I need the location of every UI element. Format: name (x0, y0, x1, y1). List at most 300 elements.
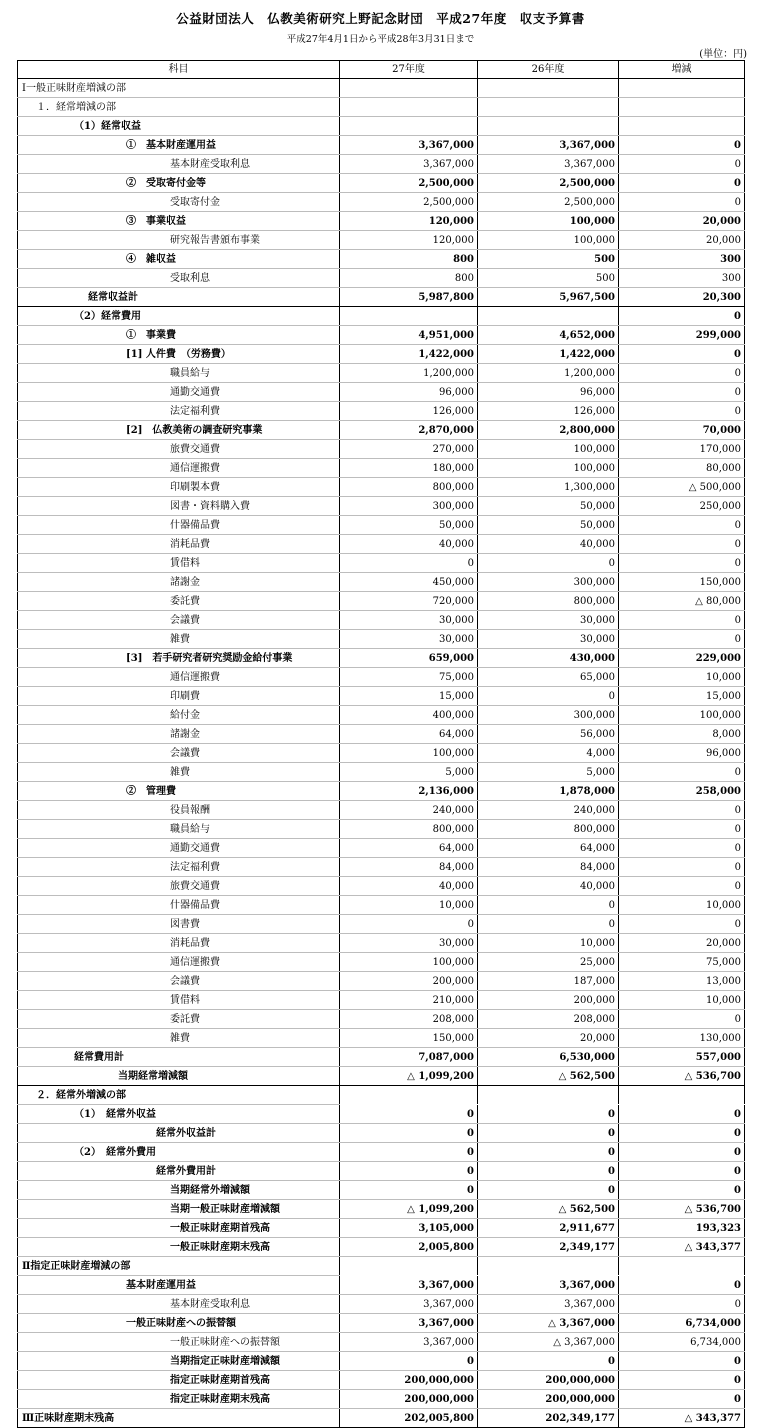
fy27-value-cell: 210,000 (340, 991, 478, 1010)
table-row (18, 440, 745, 459)
table-row (18, 573, 745, 592)
table-row (18, 972, 745, 991)
fy26-value-cell (478, 307, 619, 326)
table-row (18, 1010, 745, 1029)
fy26-value-cell: △ 562,500 (478, 1200, 619, 1219)
fy27-value-cell: 180,000 (340, 459, 478, 478)
table-row (18, 421, 745, 440)
fy27-value-cell: 100,000 (340, 744, 478, 763)
table-row (18, 98, 745, 117)
account-name-cell: 経常費用計 (18, 1048, 340, 1067)
account-name-cell: （2） 経常外費用 (18, 1143, 340, 1162)
table-row (18, 1067, 745, 1086)
table-row (18, 231, 745, 250)
unit-label: (単位：円) (699, 49, 747, 60)
document-period: 平成27年4月1日から平成28年3月31日まで (286, 34, 475, 45)
fy26-value-cell: 200,000 (478, 991, 619, 1010)
account-name-cell: [2] 仏教美術の調査研究事業 (18, 421, 340, 440)
table-row (18, 155, 745, 174)
account-name-cell: 職員給与 (18, 364, 340, 383)
account-name-cell: 受取利息 (18, 269, 340, 288)
fy27-value-cell: 75,000 (340, 668, 478, 687)
fy26-value-cell: 50,000 (478, 516, 619, 535)
change-value-cell: 0 (619, 516, 745, 535)
change-value-cell: 96,000 (619, 744, 745, 763)
fy27-value-cell: 4,951,000 (340, 326, 478, 345)
fy26-value-cell: 0 (478, 1143, 619, 1162)
change-value-cell: 0 (619, 136, 745, 155)
fy27-value-cell: 0 (340, 1352, 478, 1371)
account-name-cell: 諸謝金 (18, 725, 340, 744)
fy26-value-cell: 6,530,000 (478, 1048, 619, 1067)
fy26-value-cell: 100,000 (478, 440, 619, 459)
change-value-cell: 0 (619, 915, 745, 934)
fy26-value-cell: 200,000,000 (478, 1390, 619, 1409)
table-row (18, 1333, 745, 1352)
account-name-cell: 会議費 (18, 972, 340, 991)
change-value-cell (619, 1086, 745, 1105)
account-name-cell: 旅費交通費 (18, 440, 340, 459)
fy26-value-cell: 240,000 (478, 801, 619, 820)
change-value-cell: 10,000 (619, 668, 745, 687)
fy27-value-cell: 3,367,000 (340, 155, 478, 174)
account-name-cell: ② 受取寄付金等 (18, 174, 340, 193)
fy27-value-cell: 200,000,000 (340, 1390, 478, 1409)
fy27-value-cell (340, 1257, 478, 1276)
fy27-value-cell: 800 (340, 250, 478, 269)
fy26-value-cell: 300,000 (478, 573, 619, 592)
fy27-value-cell: 40,000 (340, 535, 478, 554)
fy27-value-cell: 30,000 (340, 611, 478, 630)
fy27-value-cell (340, 79, 478, 98)
fy27-value-cell: 100,000 (340, 953, 478, 972)
fy26-value-cell: 56,000 (478, 725, 619, 744)
account-name-cell: 消耗品費 (18, 934, 340, 953)
table-row (18, 136, 745, 155)
table-row (18, 364, 745, 383)
change-value-cell: 0 (619, 858, 745, 877)
account-name-cell: 通信運搬費 (18, 459, 340, 478)
fy27-value-cell: 0 (340, 1143, 478, 1162)
account-name-cell: （1） 経常外収益 (18, 1105, 340, 1124)
fy26-value-cell: 500 (478, 269, 619, 288)
fy27-value-cell: 30,000 (340, 934, 478, 953)
table-row (18, 250, 745, 269)
fy26-value-cell: 202,349,177 (478, 1409, 619, 1428)
fy26-value-cell: 0 (478, 896, 619, 915)
table-row (18, 1219, 745, 1238)
table-row (18, 1048, 745, 1067)
fy26-value-cell: 2,800,000 (478, 421, 619, 440)
fy27-value-cell: △ 1,099,200 (340, 1200, 478, 1219)
change-value-cell: 8,000 (619, 725, 745, 744)
change-value-cell: 20,000 (619, 934, 745, 953)
account-name-cell: 役員報酬 (18, 801, 340, 820)
table-row (18, 79, 745, 98)
account-name-cell: 会議費 (18, 744, 340, 763)
change-value-cell: 20,000 (619, 212, 745, 231)
change-value-cell: 299,000 (619, 326, 745, 345)
account-name-cell: ③ 事業収益 (18, 212, 340, 231)
fy26-value-cell: 3,367,000 (478, 1295, 619, 1314)
change-value-cell: 250,000 (619, 497, 745, 516)
change-value-cell: 0 (619, 155, 745, 174)
fy27-value-cell: 0 (340, 915, 478, 934)
change-value-cell: 0 (619, 1105, 745, 1124)
account-name-cell: 旅費交通費 (18, 877, 340, 896)
change-value-cell: 0 (619, 364, 745, 383)
change-value-cell (619, 98, 745, 117)
fy27-value-cell: 84,000 (340, 858, 478, 877)
fy27-value-cell: 200,000 (340, 972, 478, 991)
table-row (18, 611, 745, 630)
change-value-cell: 300 (619, 250, 745, 269)
table-row (18, 896, 745, 915)
account-name-cell: 図書費 (18, 915, 340, 934)
table-row (18, 1390, 745, 1409)
fy27-value-cell: 400,000 (340, 706, 478, 725)
fy27-value-cell: 0 (340, 1105, 478, 1124)
change-value-cell: 20,000 (619, 231, 745, 250)
fy27-value-cell: 208,000 (340, 1010, 478, 1029)
change-value-cell: 150,000 (619, 573, 745, 592)
fy26-value-cell: 0 (478, 554, 619, 573)
table-row (18, 858, 745, 877)
fy26-value-cell: 208,000 (478, 1010, 619, 1029)
table-row (18, 535, 745, 554)
fy27-value-cell: 10,000 (340, 896, 478, 915)
table-row (18, 782, 745, 801)
table-row (18, 877, 745, 896)
change-value-cell: △ 536,700 (619, 1200, 745, 1219)
table-row (18, 725, 745, 744)
account-name-cell: 一般正味財産への振替額 (18, 1333, 340, 1352)
change-value-cell: 229,000 (619, 649, 745, 668)
fy26-value-cell (478, 1086, 619, 1105)
fy27-value-cell: 0 (340, 1181, 478, 1200)
fy27-value-cell: 3,367,000 (340, 1276, 478, 1295)
fy27-value-cell: 1,200,000 (340, 364, 478, 383)
fy26-value-cell: 20,000 (478, 1029, 619, 1048)
change-value-cell: 0 (619, 820, 745, 839)
change-value-cell: 0 (619, 535, 745, 554)
account-name-cell: 指定正味財産期首残高 (18, 1371, 340, 1390)
account-name-cell: 経常外収益計 (18, 1124, 340, 1143)
account-name-cell: 諸謝金 (18, 573, 340, 592)
table-row (18, 706, 745, 725)
account-name-cell: 賃借料 (18, 991, 340, 1010)
change-value-cell: 0 (619, 1181, 745, 1200)
account-name-cell: 印刷製本費 (18, 478, 340, 497)
fy26-value-cell: 100,000 (478, 231, 619, 250)
change-value-cell: 70,000 (619, 421, 745, 440)
change-value-cell: 130,000 (619, 1029, 745, 1048)
table-row (18, 592, 745, 611)
fy27-value-cell: 3,367,000 (340, 136, 478, 155)
table-row (18, 820, 745, 839)
table-row (18, 402, 745, 421)
account-name-cell: 当期指定正味財産増減額 (18, 1352, 340, 1371)
fy26-value-cell: 300,000 (478, 706, 619, 725)
fy26-value-cell: 4,652,000 (478, 326, 619, 345)
account-name-cell: 図書・資料購入費 (18, 497, 340, 516)
fy26-value-cell: 30,000 (478, 630, 619, 649)
fy26-value-cell: 50,000 (478, 497, 619, 516)
change-value-cell: 75,000 (619, 953, 745, 972)
table-row (18, 1029, 745, 1048)
fy26-value-cell: 2,911,677 (478, 1219, 619, 1238)
fy27-value-cell: 3,367,000 (340, 1295, 478, 1314)
fy26-value-cell: 25,000 (478, 953, 619, 972)
account-name-cell: 法定福利費 (18, 402, 340, 421)
fy27-value-cell: 270,000 (340, 440, 478, 459)
fy27-value-cell: 5,000 (340, 763, 478, 782)
table-row (18, 516, 745, 535)
table-row (18, 1409, 745, 1428)
table-row (18, 1200, 745, 1219)
account-name-cell: 什器備品費 (18, 896, 340, 915)
account-name-cell: 一般正味財産期末残高 (18, 1238, 340, 1257)
table-row (18, 1086, 745, 1105)
fy26-value-cell: 65,000 (478, 668, 619, 687)
account-name-cell: 委託費 (18, 592, 340, 611)
fy27-value-cell: 1,422,000 (340, 345, 478, 364)
change-value-cell: △ 500,000 (619, 478, 745, 497)
account-name-cell: 通信運搬費 (18, 668, 340, 687)
change-value-cell: 10,000 (619, 896, 745, 915)
account-name-cell: １．経常増減の部 (18, 98, 340, 117)
fy27-value-cell (340, 98, 478, 117)
fy27-value-cell: 120,000 (340, 231, 478, 250)
change-value-cell: 0 (619, 1124, 745, 1143)
account-name-cell: 当期経常増減額 (18, 1067, 340, 1086)
change-value-cell: 13,000 (619, 972, 745, 991)
change-value-cell: 0 (619, 763, 745, 782)
account-name-cell: 給付金 (18, 706, 340, 725)
change-value-cell: 0 (619, 1352, 745, 1371)
fy27-value-cell: 7,087,000 (340, 1048, 478, 1067)
table-row (18, 1105, 745, 1124)
fy26-value-cell: 1,878,000 (478, 782, 619, 801)
change-value-cell: 80,000 (619, 459, 745, 478)
fy26-value-cell: 187,000 (478, 972, 619, 991)
fy27-value-cell: 15,000 (340, 687, 478, 706)
account-name-cell: 基本財産運用益 (18, 1276, 340, 1295)
account-name-cell: 委託費 (18, 1010, 340, 1029)
column-header-item: 科目 (18, 61, 340, 79)
account-name-cell: 什器備品費 (18, 516, 340, 535)
change-value-cell: 0 (619, 1010, 745, 1029)
table-row (18, 307, 745, 326)
fy27-value-cell: 3,105,000 (340, 1219, 478, 1238)
fy26-value-cell: 1,300,000 (478, 478, 619, 497)
fy26-value-cell: 4,000 (478, 744, 619, 763)
account-name-cell: 賃借料 (18, 554, 340, 573)
account-name-cell: ① 基本財産運用益 (18, 136, 340, 155)
fy27-value-cell: 720,000 (340, 592, 478, 611)
account-name-cell: 会議費 (18, 611, 340, 630)
table-row (18, 1124, 745, 1143)
table-row (18, 288, 745, 307)
fy26-value-cell: 3,367,000 (478, 136, 619, 155)
table-row (18, 478, 745, 497)
change-value-cell: 0 (619, 839, 745, 858)
fy27-value-cell: 800 (340, 269, 478, 288)
account-name-cell: ④ 雑収益 (18, 250, 340, 269)
fy26-value-cell: 0 (478, 1181, 619, 1200)
table-row (18, 1181, 745, 1200)
fy26-value-cell: 0 (478, 1124, 619, 1143)
account-name-cell: 当期経常外増減額 (18, 1181, 340, 1200)
account-name-cell: Ⅰ一般正味財産増減の部 (18, 79, 340, 98)
fy27-value-cell: 3,367,000 (340, 1314, 478, 1333)
fy26-value-cell: 2,349,177 (478, 1238, 619, 1257)
fy27-value-cell: 96,000 (340, 383, 478, 402)
change-value-cell: 0 (619, 174, 745, 193)
fy27-value-cell: 0 (340, 1124, 478, 1143)
fy27-value-cell: 0 (340, 554, 478, 573)
fy26-value-cell: △ 3,367,000 (478, 1314, 619, 1333)
table-row (18, 1143, 745, 1162)
table-row (18, 934, 745, 953)
table-header-row (18, 61, 745, 79)
account-name-cell: 通勤交通費 (18, 383, 340, 402)
table-row (18, 1371, 745, 1390)
table-row (18, 687, 745, 706)
fy26-value-cell: 430,000 (478, 649, 619, 668)
change-value-cell: 10,000 (619, 991, 745, 1010)
fy27-value-cell: 40,000 (340, 877, 478, 896)
fy26-value-cell: 2,500,000 (478, 174, 619, 193)
fy27-value-cell: 2,500,000 (340, 193, 478, 212)
table-row (18, 212, 745, 231)
fy26-value-cell: 5,000 (478, 763, 619, 782)
account-name-cell: 当期一般正味財産増減額 (18, 1200, 340, 1219)
fy26-value-cell: 40,000 (478, 877, 619, 896)
fy27-value-cell: 240,000 (340, 801, 478, 820)
change-value-cell (619, 1257, 745, 1276)
fy27-value-cell: 64,000 (340, 725, 478, 744)
fy27-value-cell: 3,367,000 (340, 1333, 478, 1352)
change-value-cell: △ 343,377 (619, 1238, 745, 1257)
column-header-fy27: 27年度 (340, 61, 478, 79)
table-row (18, 269, 745, 288)
fy26-value-cell: 1,422,000 (478, 345, 619, 364)
account-name-cell: 基本財産受取利息 (18, 155, 340, 174)
fy26-value-cell: 3,367,000 (478, 1276, 619, 1295)
change-value-cell: 20,300 (619, 288, 745, 307)
fy26-value-cell (478, 117, 619, 136)
fy27-value-cell: △ 1,099,200 (340, 1067, 478, 1086)
account-name-cell: 受取寄付金 (18, 193, 340, 212)
change-value-cell: 0 (619, 1371, 745, 1390)
account-name-cell: ２．経常外増減の部 (18, 1086, 340, 1105)
fy26-value-cell: 0 (478, 915, 619, 934)
change-value-cell: 300 (619, 269, 745, 288)
fy27-value-cell: 2,870,000 (340, 421, 478, 440)
account-name-cell: [1] 人件費 （労務費） (18, 345, 340, 364)
change-value-cell: 0 (619, 345, 745, 364)
table-row (18, 839, 745, 858)
account-name-cell: 雑費 (18, 1029, 340, 1048)
fy26-value-cell: 0 (478, 1105, 619, 1124)
account-name-cell: 指定正味財産期末残高 (18, 1390, 340, 1409)
account-name-cell: Ⅱ指定正味財産増減の部 (18, 1257, 340, 1276)
account-name-cell: 法定福利費 (18, 858, 340, 877)
fy27-value-cell: 30,000 (340, 630, 478, 649)
table-row (18, 345, 745, 364)
change-value-cell: 6,734,000 (619, 1314, 745, 1333)
change-value-cell: 0 (619, 1276, 745, 1295)
fy26-value-cell: 30,000 (478, 611, 619, 630)
change-value-cell: 0 (619, 193, 745, 212)
fy26-value-cell: 40,000 (478, 535, 619, 554)
fy26-value-cell: 800,000 (478, 592, 619, 611)
table-row (18, 630, 745, 649)
table-row (18, 649, 745, 668)
fy27-value-cell: 2,005,800 (340, 1238, 478, 1257)
change-value-cell: 100,000 (619, 706, 745, 725)
account-name-cell: 一般正味財産期首残高 (18, 1219, 340, 1238)
fy27-value-cell: 300,000 (340, 497, 478, 516)
table-row (18, 383, 745, 402)
fy27-value-cell (340, 307, 478, 326)
fy26-value-cell: 100,000 (478, 459, 619, 478)
fy27-value-cell: 202,005,800 (340, 1409, 478, 1428)
account-name-cell: 経常外費用計 (18, 1162, 340, 1181)
fy26-value-cell: 2,500,000 (478, 193, 619, 212)
fy26-value-cell: 500 (478, 250, 619, 269)
fy26-value-cell: 800,000 (478, 820, 619, 839)
change-value-cell (619, 117, 745, 136)
fy26-value-cell: 200,000,000 (478, 1371, 619, 1390)
column-header-fy26: 26年度 (478, 61, 619, 79)
fy26-value-cell: △ 562,500 (478, 1067, 619, 1086)
account-name-cell: 経常収益計 (18, 288, 340, 307)
fy27-value-cell: 800,000 (340, 820, 478, 839)
table-row (18, 497, 745, 516)
table-row (18, 174, 745, 193)
change-value-cell: △ 536,700 (619, 1067, 745, 1086)
account-name-cell: ② 管理費 (18, 782, 340, 801)
fy27-value-cell: 5,987,800 (340, 288, 478, 307)
table-row (18, 744, 745, 763)
change-value-cell: 0 (619, 1162, 745, 1181)
table-body (18, 79, 745, 1428)
table-row (18, 1276, 745, 1295)
table-row (18, 915, 745, 934)
account-name-cell: 消耗品費 (18, 535, 340, 554)
table-row (18, 953, 745, 972)
account-name-cell: [3] 若手研究者研究奨励金給付事業 (18, 649, 340, 668)
table-row (18, 1257, 745, 1276)
change-value-cell: 0 (619, 1143, 745, 1162)
fy27-value-cell: 659,000 (340, 649, 478, 668)
fy26-value-cell: 3,367,000 (478, 155, 619, 174)
table-row (18, 1314, 745, 1333)
change-value-cell: 0 (619, 307, 745, 326)
fy26-value-cell: 0 (478, 687, 619, 706)
fy27-value-cell: 120,000 (340, 212, 478, 231)
change-value-cell: 0 (619, 630, 745, 649)
fy26-value-cell: 126,000 (478, 402, 619, 421)
change-value-cell: 0 (619, 554, 745, 573)
change-value-cell: 557,000 (619, 1048, 745, 1067)
fy27-value-cell: 64,000 (340, 839, 478, 858)
change-value-cell: △ 80,000 (619, 592, 745, 611)
table-row (18, 763, 745, 782)
change-value-cell: 258,000 (619, 782, 745, 801)
